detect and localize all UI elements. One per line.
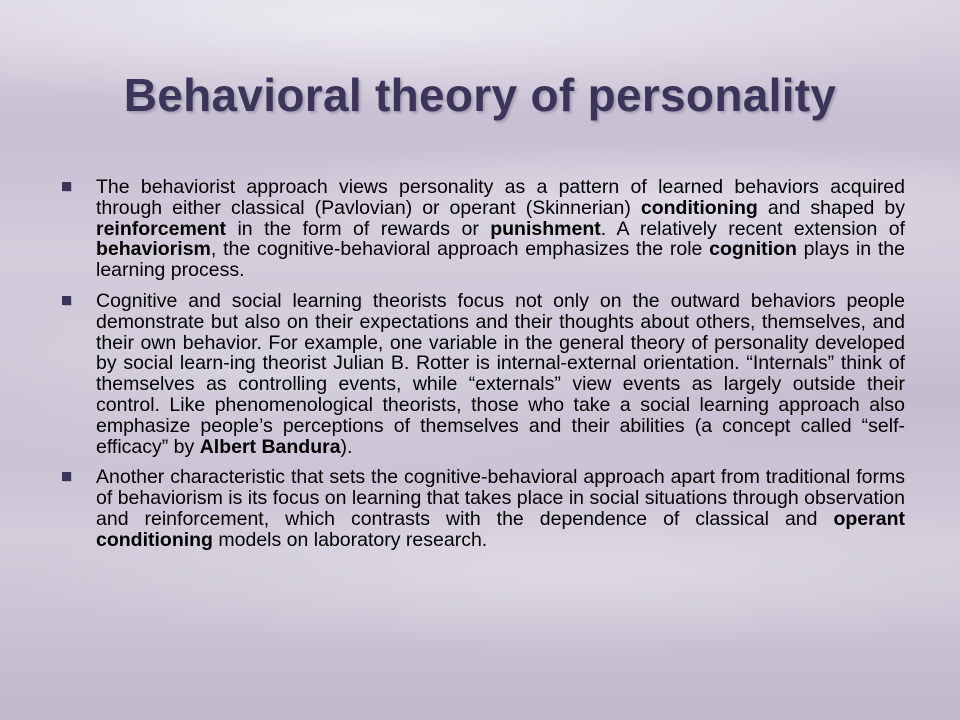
square-bullet-icon — [62, 472, 71, 481]
text-segment: Cognitive and social learning theorists focus not only on the outward behaviors people demonstrate but also on their expectations and their thoughts about others, themselves, and their own behavior. For example, one variable in the general theory of personality developed by social learn-ing theorist Julian B. Rotter is internal-external orientation. “Internals” think of themselves as controlling events, while “externals” view events as largely outside their control. Like phenomenological theorists, those who take a social learning approach also emphasize people’s perceptions of themselves and their abilities (a concept called “self-efficacy” by — [96, 289, 905, 458]
text-segment: ). — [340, 435, 353, 458]
text-segment: and shaped by — [757, 196, 905, 219]
bullet-item — [60, 291, 905, 457]
square-bullet-icon — [62, 182, 71, 191]
bullet-item — [60, 177, 905, 281]
bold-term: reinforcement — [96, 217, 227, 240]
text-segment: The behaviorist approach views personality as a pattern of learned behaviors acquired through either classical (Pavlovian) or operant (Skinnerian) — [96, 176, 905, 219]
text-segment: , the cognitive-behavioral approach emphasizes the role — [210, 238, 710, 261]
text-segment: Another characteristic that sets the cognitive-behavioral approach apart from traditional forms of behaviorism is its focus on learning that takes place in social situations through observation and reinforcement, which contrasts with the dependence of classical and — [96, 466, 905, 530]
bold-term: conditioning — [640, 196, 758, 219]
text-segment: models on laboratory research. — [212, 528, 488, 551]
slide-title: Behavioral theory of personality — [123, 69, 837, 121]
bold-term: operant conditioning — [96, 507, 905, 551]
bullet-text — [96, 176, 905, 281]
bullet-item — [60, 467, 905, 550]
bullet-list — [60, 177, 905, 561]
text-segment: in the form of rewards or — [226, 217, 491, 240]
bold-term: Albert Bandura — [199, 435, 341, 458]
text-segment: plays in the learning process. — [96, 238, 905, 282]
text-segment: . A relatively recent extension of — [600, 217, 905, 240]
square-bullet-icon — [62, 296, 71, 305]
bold-term: punishment — [490, 217, 601, 240]
bold-term: behaviorism — [96, 238, 211, 261]
bullet-text — [96, 466, 905, 550]
bold-term: cognition — [709, 238, 797, 261]
bullet-text — [96, 290, 905, 458]
